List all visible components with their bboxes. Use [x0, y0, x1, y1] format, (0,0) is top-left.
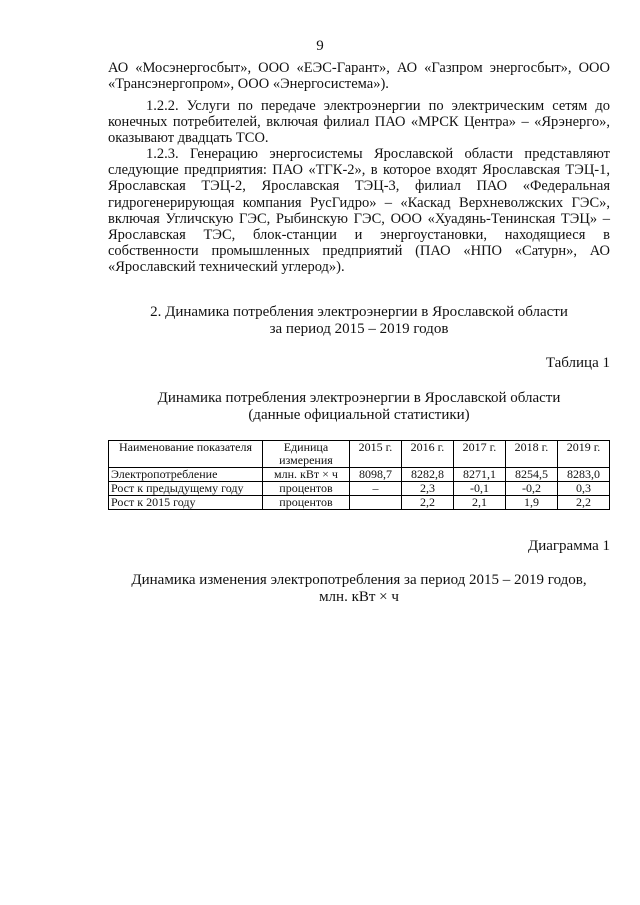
table-cell [349, 496, 401, 510]
table-cell: 8254,5 [505, 468, 557, 482]
table-title [108, 390, 610, 424]
header-unit: Единица измерения [262, 441, 349, 468]
header-2018: 2018 г. [505, 441, 557, 468]
table-cell: млн. кВт × ч [262, 468, 349, 482]
header-2017: 2017 г. [453, 441, 505, 468]
section-heading-line2: за период 2015 – 2019 годов [269, 321, 449, 337]
table-cell: процентов [262, 496, 349, 510]
table-cell: процентов [262, 482, 349, 496]
table-cell: 2,1 [453, 496, 505, 510]
header-2015: 2015 г. [349, 441, 401, 468]
paragraph-1-2-2-text: 1.2.2. Услуги по передаче электроэнергии по электрическим сетям до конечных потребителей, включая филиал ПАО «МРСК Центра» – «Ярэнерго», оказывают двадцать ТСО. [108, 98, 610, 147]
diagram-title [108, 572, 610, 606]
diagram-label: Диаграмма 1 [527, 538, 610, 554]
table-title-line1: Динамика потребления электроэнергии в Ярославской области [157, 390, 561, 406]
table-row [109, 482, 610, 496]
table-cell: 0,3 [557, 482, 609, 496]
table-row [109, 496, 610, 510]
header-indicator: Наименование показателя [109, 441, 263, 468]
table-title-line2: (данные официальной статистики) [248, 407, 470, 423]
table-cell: Рост к предыдущему году [109, 482, 263, 496]
table-cell: 2,2 [401, 496, 453, 510]
header-2019: 2019 г. [557, 441, 609, 468]
table-cell: 2,3 [401, 482, 453, 496]
paragraph-intro-text: АО «Мосэнергосбыт», ООО «ЕЭС-Гарант», АО «Газпром энергосбыт», ООО «Трансэнергопром», ООО «Энергосистема»). [108, 60, 610, 93]
table-row [109, 468, 610, 482]
section-heading [108, 304, 610, 338]
section-heading-line1: 2. Динамика потребления электроэнергии в Ярославской области [150, 304, 568, 320]
paragraph-intro [108, 60, 610, 92]
page-number: 9 [316, 38, 324, 54]
paragraph-1-2-3-text: 1.2.3. Генерацию энергосистемы Ярославской области представляют следующие предприятия: ПАО «ТГК-2», в которое входят Ярославская ТЭЦ-1, Ярославская ТЭЦ-2, Ярославская ТЭЦ-3, филиал ПАО «Федеральная гидрогенерирующая компания РусГидро» – «Каскад Верхневолжских ГЭС», включая Угличскую ГЭС, Рыбинскую ГЭС, ООО «Хуадянь-Тенинская ТЭЦ» – Ярославская ТЭС, блок-станции и энергоустановки, находящиеся в собственности промышленных предприятий (ПАО «НПО «Сатурн», АО «Ярославский технический углерод»). [108, 146, 610, 276]
table-cell: Электропотребление [109, 468, 263, 482]
table-cell: Рост к 2015 году [109, 496, 263, 510]
table-cell: 8283,0 [557, 468, 609, 482]
header-2016: 2016 г. [401, 441, 453, 468]
table-cell: 2,2 [557, 496, 609, 510]
table-cell: -0,2 [505, 482, 557, 496]
table-header-row [109, 441, 610, 468]
table-cell: 1,9 [505, 496, 557, 510]
table-cell: -0,1 [453, 482, 505, 496]
consumption-table [108, 440, 610, 510]
paragraph-1-2-2 [108, 98, 610, 147]
diagram-title-line1: Динамика изменения электропотребления за период 2015 – 2019 годов, [131, 572, 587, 588]
table-cell: 8098,7 [349, 468, 401, 482]
table-cell: – [349, 482, 401, 496]
paragraph-1-2-3 [108, 146, 610, 276]
table-cell: 8282,8 [401, 468, 453, 482]
table-cell: 8271,1 [453, 468, 505, 482]
table-label: Таблица 1 [545, 355, 610, 371]
diagram-title-line2: млн. кВт × ч [319, 589, 399, 605]
